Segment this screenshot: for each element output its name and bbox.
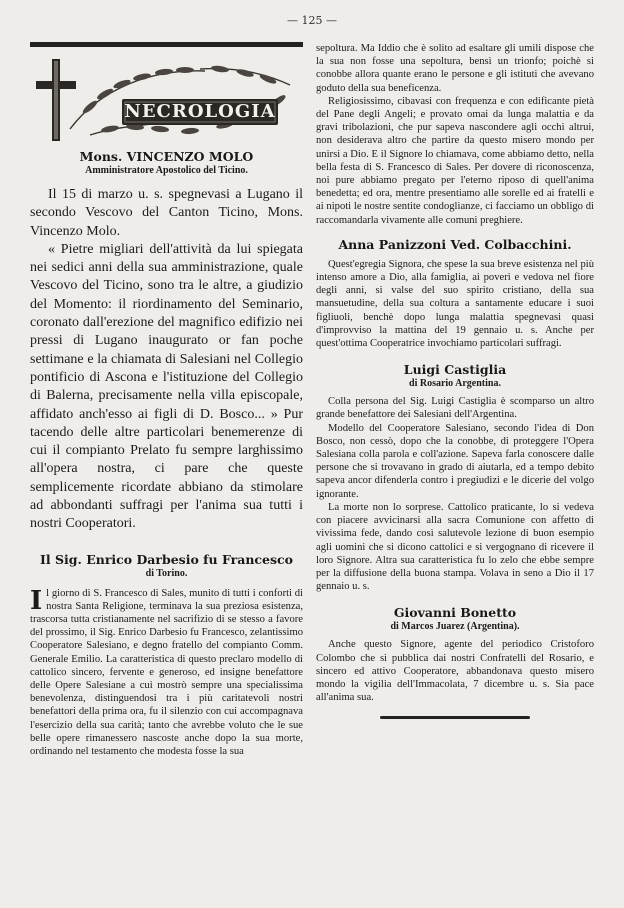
castiglia-paragraph-3: La morte non lo sorprese. Cattolico praticante, lo si vedeva con piacere avvicinarsi alla sacra Comunione con affetto di vivissima fede, dando così salutevole lezione di buon esempio agli uomini che si dicono cattolici e si vergognano di ricevere il loro Signore. Altra sua caratteristica fu lo zelo che ebbe sempre per la diffusione della buona stampa. Volava in seno a Dio il 17 gennaio u. s. bbox=[316, 501, 594, 593]
bonetto-subtitle: di Marcos Juarez (Argentina). bbox=[390, 621, 520, 633]
molo-paragraph-1: Il 15 di marzo u. s. spegnevasi a Lugano il secondo Vescovo del Canton Ticino, Mons. Vincenzo Molo. bbox=[30, 187, 303, 239]
panizzoni-paragraph-1: Quest'egregia Signora, che spese la sua breve esistenza nel più intenso amore a Dio, alla famiglia, ai poveri e vedova nel fiore degli anni, si valse del suo spirito cristiano, della sua mansuetudine, della sua coltura a santamente educare i suoi figliuoli, benchè dopo lunga malattia spegnevasi quasi d'improvviso la mattina del 19 gennaio u. s. Anche per quest'ottima Cooperatrice invochiamo particolari suffragi. bbox=[316, 258, 594, 350]
page-number: — 125 — bbox=[287, 14, 337, 27]
continuation-paragraph-2: Religiosissimo, cibavasi con frequenza e con edificante pietà del Pane degli Angeli; e provato omai da lunga malattia e da gravi tribolazioni, che pur sapeva nascondere agli occhi altrui, non desiderava altro che partire da questo misero mondo per unirsi a Dio. E il Signore lo chiamava, come abbiamo detto, nella bella festa di S. Francesco di Sales. Per dovere di riconoscenza, noi pure abbiamo pregato per l'eterno riposo di quell'anima benedetta; ed ora, mentre presentiamo alle sorelle ed ai fratelli e ai nipoti le nostre sentite condoglianze, ci facciamo un obbligo di raccomandarla vivamente alle comuni preghiere. bbox=[316, 95, 594, 226]
continuation-paragraph-1: sepoltura. Ma Iddio che è solito ad esaltare gli umili dispose che la sua non fosse una sepoltura, bensì un trionfo; poichè si conobbe allora quante erano le persone e gli istituti che avevano goduto della sua beneficenza. bbox=[316, 43, 594, 94]
left-column bbox=[30, 42, 303, 758]
panizzoni-heading: Anna Panizzoni Ved. Colbacchini. bbox=[338, 236, 572, 252]
castiglia-paragraph-2: Modello del Cooperatore Salesiano, secondo l'idea di Don Bosco, non cessò, dopo che la conobbe, di proteggere l'Opera Salesiana colla parola e coll'azione. Sapeva farla conoscere dalle persone che si trovavano in grado di aiutarla, ed a tempo debito sapeva ancor difenderla contro i pregiudizi e le dicerie del volgo ignorante. bbox=[316, 422, 594, 500]
top-rule bbox=[30, 42, 303, 47]
darbesio-subtitle: di Torino. bbox=[145, 567, 188, 579]
castiglia-heading: Luigi Castiglia bbox=[403, 362, 507, 378]
necrologia-banner bbox=[30, 49, 303, 145]
drop-cap: I bbox=[30, 585, 43, 616]
molo-heading: Mons. VINCENZO MOLO bbox=[79, 149, 254, 164]
molo-paragraph-2: « Pietre migliari dell'attività da lui spiegata nei sedici anni della sua amministrazione, quale Vescovo del Ticino, sono tra le altre, a giudizio del Momento: il riordinamento del Seminario, coronato dall'erezione del magnifico edifizio nei pressi di Lugano inaugurato or fan poche settimane e la chiamata di Salesiani nel Collegio pontificio di Ascona e l'istituzione del Collegio di Balerna, precisamente nella villa episcopale, affidato anch'esso ai figli di D. Bosco... » Pur tacendo delle altre particolari benemerenze di cui il compianto Prelato fu sempre larghissimo all'opera nostra, ci pare che queste semplicemente ricordate abbiano da stimolare ad abbondanti suffragi per l'anima sua tutti i nostri Cooperatori. bbox=[30, 241, 303, 532]
darbesio-continuation bbox=[316, 42, 594, 227]
laurel-wreath-icon bbox=[30, 49, 303, 145]
darbesio-article bbox=[30, 587, 303, 759]
bonetto-paragraph-1: Anche questo Signore, agente del periodico Cristoforo Colombo che si pubblica dai nostri Confratelli del Rosario, e sincero ed attivo Cooperatore, abbandonava questo misero mondo la vigilia dell'Immacolata, 7 dicembre u. s. Sia pace all'anima sua. bbox=[316, 639, 594, 704]
ornamental-end-rule bbox=[380, 716, 530, 719]
darbesio-heading: Il Sig. Enrico Darbesio fu Francesco bbox=[40, 551, 293, 567]
right-column bbox=[316, 42, 594, 719]
castiglia-subtitle: di Rosario Argentina. bbox=[409, 378, 501, 390]
molo-article bbox=[30, 186, 303, 534]
bonetto-heading: Giovanni Bonetto bbox=[393, 605, 517, 621]
darbesio-paragraph-1: l giorno di S. Francesco di Sales, munito di tutti i conforti di nostra Santa Religione, terminava la sua preziosa esistenza, trascorsa tutta cristianamente nel sacrifizio di se stesso a favore del prossimo, il Sig. Enrico Darbesio fu Francesco, zelantissimo Cooperatore Salesiano, e degno fratello del compianto Comm. Generale Emilio. La caratteristica di questo preclaro modello di cattolico sincero, fervente e generoso, ed insigne benefattore delle Opere Salesiane a cui mostrò sempre una specialissima benevolenza, distinguendosi tra i più caritatevoli nostri benefattori della prima ora, fu il silenzio con cui accompagnava l'esercizio della sua carità; tanto che avrebbe voluto che le sue belle opere rimanessero nascoste anche dopo la sua morte, ordinando nel testamento che modesta fosse la sua bbox=[30, 587, 303, 758]
banner-title: NECROLOGIA bbox=[124, 101, 276, 122]
molo-subtitle: Amministratore Apostolico del Ticino. bbox=[85, 165, 248, 176]
bonetto-article bbox=[316, 638, 594, 704]
castiglia-paragraph-1: Colla persona del Sig. Luigi Castiglia è scomparso un altro grande benefattore dei Salesiani dell'Argentina. bbox=[316, 396, 594, 421]
castiglia-article bbox=[316, 395, 594, 593]
panizzoni-article bbox=[316, 258, 594, 350]
